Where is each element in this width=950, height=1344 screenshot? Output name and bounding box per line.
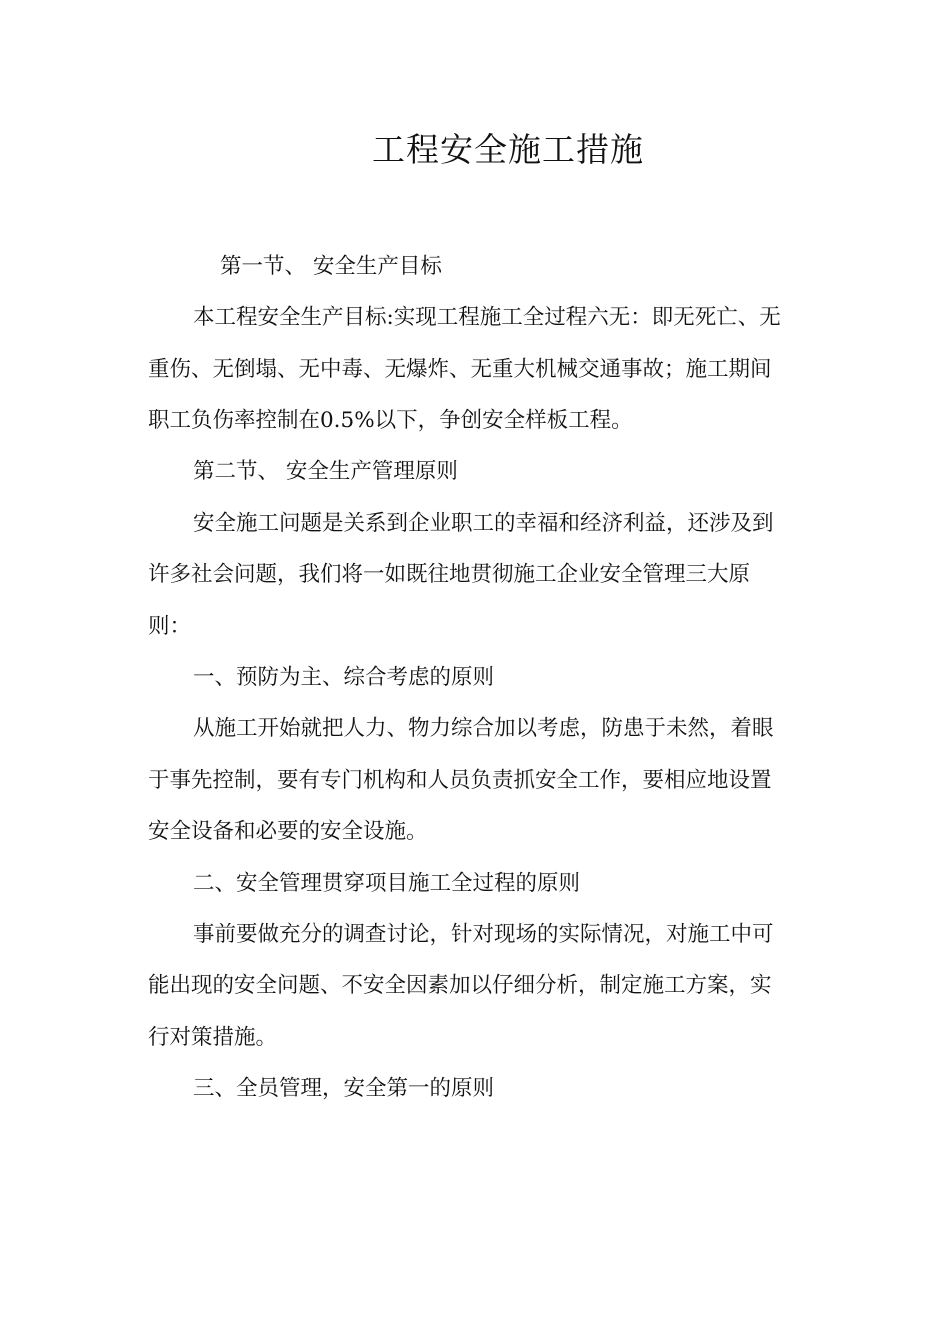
section-heading-2: 第二节、 安全生产管理原则 bbox=[193, 459, 458, 484]
section-heading-1: 第一节、 安全生产目标 bbox=[220, 254, 442, 279]
paragraph-line: 安全设备和必要的安全设施。 bbox=[148, 819, 428, 844]
subheading-1: 一、预防为主、综合考虑的原则 bbox=[193, 665, 495, 690]
paragraph-line: 能出现的安全问题、不安全因素加以仔细分析，制定施工方案，实 bbox=[148, 973, 772, 998]
document-title: 工程安全施工措施 bbox=[372, 130, 644, 169]
paragraph-line: 职工负伤率控制在0.5%以下，争创安全样板工程。 bbox=[148, 408, 633, 433]
paragraph-line: 行对策措施。 bbox=[148, 1025, 278, 1050]
paragraph-line: 本工程安全生产目标:实现工程施工全过程六无：即无死亡、无 bbox=[193, 305, 781, 330]
subheading-2: 二、安全管理贯穿项目施工全过程的原则 bbox=[193, 871, 581, 896]
paragraph-line: 重伤、无倒塌、无中毒、无爆炸、无重大机械交通事故；施工期间 bbox=[148, 357, 772, 382]
subheading-3: 三、全员管理，安全第一的原则 bbox=[193, 1076, 495, 1101]
paragraph-line: 于事先控制，要有专门机构和人员负责抓安全工作，要相应地设置 bbox=[148, 768, 772, 793]
paragraph-line: 许多社会问题，我们将一如既往地贯彻施工企业安全管理三大原 bbox=[148, 562, 751, 587]
paragraph-line: 从施工开始就把人力、物力综合加以考虑，防患于未然，着眼 bbox=[193, 716, 774, 741]
paragraph-line: 则： bbox=[148, 614, 192, 639]
paragraph-line: 事前要做充分的调查讨论，针对现场的实际情况，对施工中可 bbox=[193, 922, 774, 947]
paragraph-line: 安全施工问题是关系到企业职工的幸福和经济利益，还涉及到 bbox=[193, 511, 774, 536]
